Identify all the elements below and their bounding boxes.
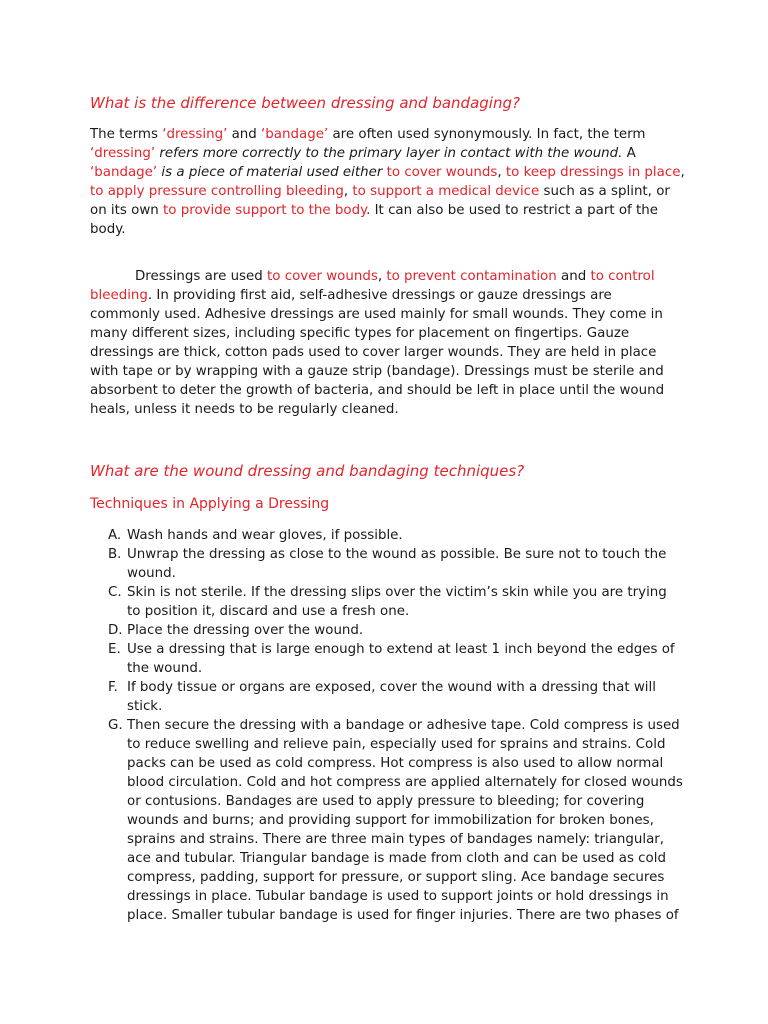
step-text-line: Skin is not sterile. If the dressing slips over the victim’s skin while you are trying — [127, 585, 667, 600]
step-marker: E. — [108, 642, 121, 657]
dressing-steps-list — [90, 526, 690, 925]
p1-line-4: to apply pressure controlling bleeding, to support a medical device such as a splint, or — [90, 184, 670, 199]
step-text-line: packs can be used as cold compress. Hot compress is also used to allow normal — [127, 756, 664, 771]
step-text-line: stick. — [127, 699, 163, 714]
p1-line-6: body. — [90, 222, 126, 237]
step-item — [90, 716, 690, 925]
step-item — [90, 640, 690, 678]
p1-line-2: ‘dressing’ refers more correctly to the primary layer in contact with the wound. A — [90, 146, 636, 161]
p1-line-5: on its own to provide support to the body. It can also be used to restrict a part of the — [90, 203, 658, 218]
question-heading-2: What are the wound dressing and bandaging techniques? — [90, 462, 525, 480]
subheading-dressing-techniques: Techniques in Applying a Dressing — [90, 496, 330, 512]
p2-line-8: heals, unless it needs to be regularly cleaned. — [90, 402, 399, 417]
p2-line-5: dressings are thick, cotton pads used to cover larger wounds. They are held in place — [90, 345, 657, 360]
step-text-line: place. Smaller tubular bandage is used for finger injuries. There are two phases of — [127, 908, 679, 923]
step-text-line: Unwrap the dressing as close to the wound as possible. Be sure not to touch the — [127, 547, 667, 562]
step-marker: F. — [108, 680, 118, 695]
step-text-line: the wound. — [127, 661, 203, 676]
step-item — [90, 621, 690, 640]
p2-line-7: absorbent to deter the growth of bacteria, and should be left in place until the wound — [90, 383, 665, 398]
p1-line-3: ‘bandage’ is a piece of material used either to cover wounds, to keep dressings in place, — [90, 165, 685, 180]
step-text-line: compress, padding, support for pressure, or support sling. Ace bandage secures — [127, 870, 665, 885]
step-text-line: to reduce swelling and relieve pain, especially used for sprains and strains. Cold — [127, 737, 666, 752]
step-text-line: wound. — [127, 566, 176, 581]
step-marker: C. — [108, 585, 122, 600]
step-text-line: Place the dressing over the wound. — [127, 623, 364, 638]
step-item — [90, 526, 690, 545]
paragraph-dressings — [90, 267, 680, 419]
step-text-line: sprains and strains. There are three main types of bandages namely: triangular, — [127, 832, 665, 847]
paragraph-definitions — [90, 125, 685, 239]
p2-line-2: bleeding. In providing first aid, self-adhesive dressings or gauze dressings are — [90, 288, 612, 303]
step-text-line: blood circulation. Cold and hot compress are applied alternately for closed wounds — [127, 775, 683, 790]
step-item — [90, 545, 690, 583]
step-marker: G. — [108, 718, 123, 733]
step-text-line: to position it, discard and use a fresh one. — [127, 604, 410, 619]
p2-line-6: with tape or by wrapping with a gauze strip (bandage). Dressings must be sterile and — [90, 364, 664, 379]
step-text-line: or contusions. Bandages are used to apply pressure to bleeding; for covering — [127, 794, 645, 809]
step-marker: B. — [108, 547, 122, 562]
p1-line-1: The terms ‘dressing’ and ‘bandage’ are often used synonymously. In fact, the term — [90, 127, 646, 142]
step-item — [90, 678, 690, 716]
step-text-line: Use a dressing that is large enough to extend at least 1 inch beyond the edges of — [127, 642, 675, 657]
step-text-line: dressings in place. Tubular bandage is used to support joints or hold dressings in — [127, 889, 669, 904]
step-text-line: wounds and burns; and providing support for immobilization for broken bones, — [127, 813, 654, 828]
step-text-line: If body tissue or organs are exposed, cover the wound with a dressing that will — [127, 680, 656, 695]
step-text-line: ace and tubular. Triangular bandage is made from cloth and can be used as cold — [127, 851, 666, 866]
p2-line-4: many different sizes, including specific types for placement on fingertips. Gauze — [90, 326, 630, 341]
step-text-line: Wash hands and wear gloves, if possible. — [127, 528, 403, 543]
question-heading-1: What is the difference between dressing and bandaging? — [90, 94, 520, 112]
p2-line-3: commonly used. Adhesive dressings are used mainly for small wounds. They come in — [90, 307, 663, 322]
step-marker: D. — [108, 623, 123, 638]
step-item — [90, 583, 690, 621]
p2-line-1: Dressings are used to cover wounds, to prevent contamination and to control — [135, 269, 655, 284]
step-text-line: Then secure the dressing with a bandage or adhesive tape. Cold compress is used — [127, 718, 680, 733]
step-marker: A. — [108, 528, 122, 543]
